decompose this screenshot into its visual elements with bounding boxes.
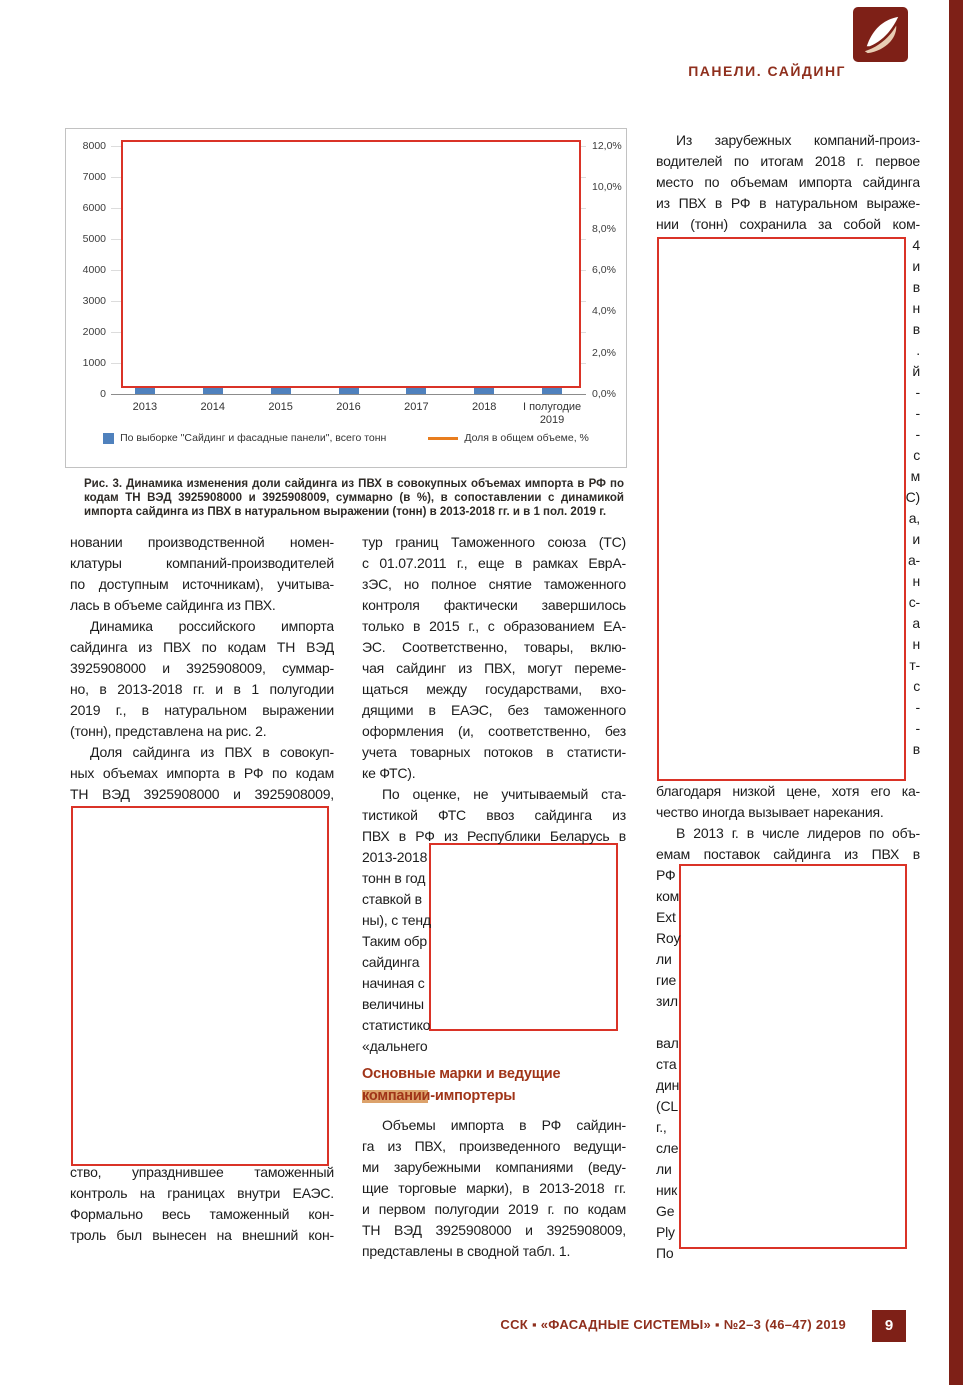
fragment-left: ставкой в: [362, 891, 422, 907]
legend-item-line: [428, 432, 589, 444]
fragment-right: т-: [909, 657, 920, 673]
fragment-right: С): [905, 489, 920, 505]
bar-stub: [203, 387, 223, 394]
fragment-left: Таким обр: [362, 933, 427, 949]
fragment-left: зил: [656, 993, 678, 1009]
fragment-right: -: [915, 426, 920, 442]
x-axis-tick: 2018: [471, 401, 497, 413]
fragment-left: тонн в год: [362, 870, 426, 886]
redacted-text-fragment: [656, 361, 920, 382]
redacted-text-fragment: [656, 928, 920, 949]
heading-line: Основные марки и ведущие: [362, 1066, 561, 1082]
text-line: клатуры компаний-производителей: [70, 555, 334, 571]
publisher-logo-icon: [853, 7, 908, 62]
redacted-text-fragment: [656, 949, 920, 970]
fragment-right: н: [912, 573, 920, 589]
text-line: но, в 2013-2018 гг. и в 1 полугодии: [70, 681, 334, 697]
fragment-right: а: [912, 615, 920, 631]
y-axis-right-tick: 0,0%: [592, 388, 616, 400]
text-line: учета товарных потоков в статисти-: [362, 744, 626, 760]
text-column-left: [70, 532, 334, 1246]
fragment-right: в: [912, 279, 920, 295]
gridline: [111, 394, 586, 395]
redacted-text-fragment: [656, 550, 920, 571]
fragment-right: с: [913, 678, 920, 694]
text-line: дящими в ЕАЭС, без таможенного: [362, 702, 626, 718]
text-line: ПВХ в РФ из Республики Беларусь в: [362, 828, 626, 844]
text-line: тистикой ФТС ввоз сайдинга из: [362, 807, 626, 823]
text-line: из ПВХ в РФ в натуральном выраже-: [656, 195, 920, 211]
fragment-right: а,: [908, 510, 920, 526]
figure-caption: Рис. 3. Динамика изменения доли сайдинга из ПВХ в совокупных объемах импорта в РФ по кодам ТН ВЭД 3925908000 и 3925908009, суммарно (в %), в сопоставлении с динамикой импорта сайдинга из ПВХ в натуральном выражении (тонн) в 2013-2018 гг. и в 1 пол. 2019 г.: [84, 478, 624, 518]
redacted-text-fragment: [656, 1033, 920, 1054]
text-line: га из ПВХ, произведенного ведущи-: [362, 1138, 626, 1154]
fragment-right: -: [915, 384, 920, 400]
section-heading: [362, 1063, 626, 1107]
fragment-left: Roy: [656, 930, 681, 946]
fragment-right: и: [912, 531, 920, 547]
text-line: благодаря низкой цене, хотя его ка-: [656, 783, 920, 799]
fragment-left: Ext: [656, 909, 676, 925]
fragment-right: с: [913, 447, 920, 463]
redacted-text-fragment: [656, 403, 920, 424]
text-line: водителей по итогам 2018 г. первое: [656, 153, 920, 169]
text-line: ке ФТС).: [362, 765, 416, 781]
y-axis-left-tick: 3000: [82, 295, 106, 307]
redacted-text-fragment: [656, 907, 920, 928]
chart-legend: [66, 432, 626, 444]
redacted-text-fragment: [656, 1159, 920, 1180]
legend-item-bars: [103, 432, 386, 444]
redacted-text-fragment: [656, 382, 920, 403]
fragment-left: Ge: [656, 1203, 675, 1219]
y-axis-left-tick: 5000: [82, 233, 106, 245]
fragment-right: -: [915, 699, 920, 715]
bar-stub: [542, 387, 562, 394]
text-line: зЭС, но полное снятие таможенного: [362, 576, 626, 592]
redacted-text-fragment: [656, 739, 920, 760]
text-line: с 01.07.2011 г., еще в рамках ЕврА-: [362, 555, 626, 571]
fragment-left: сле: [656, 1140, 679, 1156]
text-line: лась в объеме сайдинга из ПВХ.: [70, 597, 276, 613]
x-axis-tick: 2014: [200, 401, 225, 413]
fragment-left: величины: [362, 996, 424, 1012]
redacted-gap: [70, 805, 334, 1162]
redacted-text-fragment: [656, 466, 920, 487]
fragment-left: Ply: [656, 1224, 675, 1240]
fragment-left: ком: [656, 888, 680, 904]
text-column-middle: [362, 532, 626, 1262]
text-line: ми зарубежными компаниями (веду-: [362, 1159, 626, 1175]
fragment-left: РФ: [656, 867, 676, 883]
legend-swatch-bar: [103, 433, 114, 444]
text-line: щаться между государствами, вхо-: [362, 681, 626, 697]
legend-swatch-line: [428, 437, 458, 440]
redacted-text-fragment: [656, 508, 920, 529]
section-header: ПАНЕЛИ. САЙДИНГ: [688, 63, 846, 79]
heading-line: компании-импортеры: [362, 1088, 516, 1104]
y-axis-right-tick: 10,0%: [592, 181, 622, 194]
fragment-left: ли: [656, 951, 672, 967]
fragment-left: начиная с: [362, 975, 425, 991]
y-axis-left-tick: 6000: [82, 202, 106, 214]
fragment-left: ник: [656, 1182, 678, 1198]
redacted-text-fragment: [656, 886, 920, 907]
redaction-box-chart: [121, 140, 581, 388]
redacted-text-fragment: [656, 1222, 920, 1243]
text-line: (тонн), представлена на рис. 2.: [70, 723, 267, 739]
fragment-left: дин: [656, 1077, 680, 1093]
text-line: Динамика российского импорта: [90, 618, 334, 634]
x-axis-tick: I полугодие 2019: [522, 401, 582, 426]
redacted-text-fragment: [362, 1036, 626, 1057]
text-line: сайдинга из ПВХ по кодам ТН ВЭД: [70, 639, 334, 655]
bar-stub: [271, 387, 291, 394]
redacted-text-fragment: [656, 760, 920, 781]
redacted-text-fragment: [656, 655, 920, 676]
fragment-left: ны), с тенд: [362, 912, 431, 928]
redacted-text-fragment: [656, 1243, 920, 1264]
redacted-text-fragment: [656, 277, 920, 298]
redacted-text-fragment: [656, 319, 920, 340]
y-axis-right-tick: 4,0%: [592, 305, 616, 318]
fragment-right: -: [915, 720, 920, 736]
text-line: Доля сайдинга из ПВХ в совокуп-: [90, 744, 334, 760]
fragment-left: гие: [656, 972, 677, 988]
redacted-text-fragment: [362, 889, 626, 910]
redacted-text-fragment: [656, 1117, 920, 1138]
redacted-text-fragment: [656, 1138, 920, 1159]
bar-stub: [474, 387, 494, 394]
text-line: контроль на границах внутри ЕАЭС.: [70, 1185, 334, 1201]
text-line: новании производственной номен-: [70, 534, 334, 550]
redacted-text-fragment: [362, 868, 626, 889]
fragment-left: ста: [656, 1056, 677, 1072]
redacted-text-fragment: [362, 847, 626, 868]
text-column-right: [656, 130, 920, 1264]
redacted-text-fragment: [656, 1012, 920, 1033]
fragment-right: н: [912, 300, 920, 316]
redacted-text-fragment: [656, 487, 920, 508]
fragment-right: й: [912, 363, 920, 379]
x-axis-tick: 2017: [404, 401, 429, 413]
text-line: ство, упразднившее таможенный: [70, 1164, 334, 1180]
footer-journal-info: ССК ▪ «ФАСАДНЫЕ СИСТЕМЫ» ▪ №2–3 (46–47) 2019: [500, 1317, 846, 1332]
fragment-right: н: [912, 636, 920, 652]
text-line: Объемы импорта в РФ сайдин-: [382, 1117, 626, 1133]
x-axis-tick: 2016: [336, 401, 361, 413]
text-line: ТН ВЭД 3925908000 и 3925908009,: [362, 1222, 626, 1238]
redacted-text-fragment: [656, 571, 920, 592]
y-axis-left-tick: 1000: [82, 357, 106, 369]
redacted-text-fragment: [656, 1180, 920, 1201]
fragment-right: в: [912, 321, 920, 337]
redacted-text-fragment: [656, 1054, 920, 1075]
legend-label-line: Доля в общем объеме, %: [464, 432, 589, 444]
y-axis-right-tick: 2,0%: [592, 346, 616, 359]
fragment-right: и: [912, 258, 920, 274]
redacted-text-fragment: [362, 994, 626, 1015]
fragment-right: а-: [907, 552, 920, 568]
text-line: место по объемам импорта сайдинга: [656, 174, 920, 190]
fragment-right: с-: [908, 594, 920, 610]
fragment-left: вал: [656, 1035, 679, 1051]
text-line: и первом полугодии 2019 г. по кодам: [362, 1201, 626, 1217]
fragment-left: ли: [656, 1161, 672, 1177]
text-line: тур границ Таможенного союза (ТС): [362, 534, 626, 550]
redacted-text-fragment: [362, 910, 626, 931]
fragment-right: 4: [912, 237, 920, 253]
y-axis-left-tick: 8000: [82, 140, 106, 152]
y-axis-right-tick: 8,0%: [592, 222, 616, 235]
redacted-text-fragment: [656, 676, 920, 697]
redacted-text-fragment: [656, 256, 920, 277]
text-line: По оценке, не учитываемый ста-: [382, 786, 626, 802]
redacted-text-fragment: [656, 865, 920, 886]
bar-stub: [406, 387, 426, 394]
text-line: ных объемах импорта в РФ по кодам: [70, 765, 334, 781]
fragment-right: .: [916, 342, 920, 358]
redacted-text-fragment: [656, 718, 920, 739]
text-line: по доступным источникам), учитыва-: [70, 576, 334, 592]
redacted-text-fragment: [656, 592, 920, 613]
text-line: только в 2015 г., с образованием ЕА-: [362, 618, 626, 634]
fragment-left: (CL: [656, 1098, 678, 1114]
fragment-left: г.,: [656, 1119, 667, 1135]
x-axis-tick: 2013: [132, 401, 158, 413]
text-line: троль был вынесен на внешний кон-: [70, 1227, 334, 1243]
redacted-text-fragment: [656, 424, 920, 445]
side-accent-strip: [949, 0, 963, 1385]
redacted-text-fragment: [656, 235, 920, 256]
leaf-logo-icon: [853, 7, 908, 62]
redacted-text-fragment: [656, 445, 920, 466]
text-line: ЭС. Соответственно, товары, вклю-: [362, 639, 626, 655]
text-line: щие торговые марки), в 2013-2018 гг.: [362, 1180, 626, 1196]
bar-stub: [339, 387, 359, 394]
text-line: Из зарубежных компаний-произ-: [676, 132, 920, 148]
text-line: чество иногда вызывает нарекания.: [656, 804, 884, 820]
redacted-text-fragment: [362, 1015, 626, 1036]
redacted-text-fragment: [656, 991, 920, 1012]
fragment-left: По: [656, 1245, 674, 1261]
y-axis-left-tick: 7000: [82, 171, 106, 183]
text-line: контроля фактически завершилось: [362, 597, 626, 613]
text-line: нии (тонн) сохранила за собой ком-: [656, 216, 920, 232]
fragment-left: сайдинга: [362, 954, 420, 970]
y-axis-right-tick: 6,0%: [592, 264, 616, 276]
fragment-right: м: [910, 468, 920, 484]
redacted-text-fragment: [362, 952, 626, 973]
x-axis-tick: 2015: [268, 401, 293, 413]
redacted-text-fragment: [362, 931, 626, 952]
page-number: 9: [872, 1310, 906, 1342]
text-line: В 2013 г. в числе лидеров по объ-: [676, 825, 920, 841]
redacted-text-fragment: [656, 298, 920, 319]
chart: [65, 128, 627, 468]
text-line: Формально весь таможенный кон-: [70, 1206, 334, 1222]
redacted-text-fragment: [362, 973, 626, 994]
redacted-text-fragment: [656, 697, 920, 718]
y-axis-left-tick: 0: [100, 388, 106, 400]
text-line: представлены в сводной табл. 1.: [362, 1243, 571, 1259]
redacted-text-fragment: [656, 1096, 920, 1117]
fragment-left: «дальнего: [362, 1038, 428, 1054]
fragment-left: статистико: [362, 1017, 431, 1033]
text-line: чая сайдинг из ПВХ, могут переме-: [362, 660, 626, 676]
text-line: ТН ВЭД 3925908000 и 3925908009,: [70, 786, 334, 802]
fragment-right: в: [912, 741, 920, 757]
text-line: оформления (и, соответственно, без: [362, 723, 626, 739]
legend-label-bars: По выборке "Сайдинг и фасадные панели", всего тонн: [120, 432, 387, 444]
redacted-text-fragment: [656, 613, 920, 634]
fragment-right: -: [915, 405, 920, 421]
text-line: 2019 г., в натуральном выражении: [70, 702, 334, 718]
y-axis-left-tick: 4000: [82, 264, 106, 276]
text-line: емам поставок сайдинга из ПВХ в: [656, 846, 920, 862]
redacted-text-fragment: [656, 340, 920, 361]
redacted-text-fragment: [656, 1201, 920, 1222]
bar-stub: [135, 387, 155, 394]
redacted-text-fragment: [656, 634, 920, 655]
y-axis-left-tick: 2000: [82, 326, 106, 338]
redacted-text-fragment: [656, 529, 920, 550]
fragment-left: 2013-2018: [362, 849, 428, 865]
redacted-text-fragment: [656, 1075, 920, 1096]
redacted-text-fragment: [656, 970, 920, 991]
text-line: 3925908000 и 3925908009, суммар-: [70, 660, 334, 676]
y-axis-right-tick: 12,0%: [592, 140, 622, 152]
